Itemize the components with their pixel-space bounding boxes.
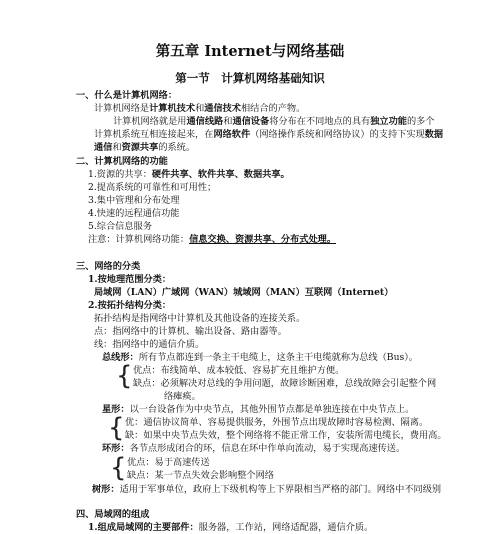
s1-line-4 [94, 142, 195, 154]
chapter-title: 第五章 Internet与网络基础 [155, 43, 345, 60]
text: （网络操作系统和网络协议）的支持下实现 [250, 129, 425, 140]
star-topology [102, 404, 414, 416]
star-label: 星形： [102, 404, 130, 415]
text: 将分布在不同地点的具有 [269, 116, 371, 127]
bus-cons-cont: 络瘫痪。 [164, 391, 201, 402]
section-title: 第一节 计算机网络基础知识 [175, 71, 325, 85]
heading-lan-composition: 四、局域网的组成 [76, 509, 150, 520]
bold-term: 硬件共享、软件共享、数据共享。 [151, 169, 290, 180]
bold-term: 通信线路 [186, 116, 224, 127]
topology-definition: 拓扑结构是指网络中计算机及其他设备的连接关系。 [94, 313, 306, 324]
ring-pros: 优点：易于高速传送 [127, 457, 210, 468]
bold-term: 数据 [424, 129, 444, 140]
heading-what-is-network: 一、什么是计算机网络： [76, 90, 178, 101]
bold-term: 网络软件 [213, 129, 251, 140]
heading-network-classification: 三、网络的分类 [76, 261, 141, 272]
s2-item-4: 4.快速的远程通信功能 [88, 208, 180, 219]
s2-note [88, 234, 336, 246]
text: 相结合的产物。 [241, 103, 306, 114]
bold-term: 资源共享 [121, 142, 159, 153]
ring-cons: 缺点：某一节点失效会影响整个网络 [127, 470, 274, 481]
bus-cons: 缺点：必须解决对总线的争用问题，故障诊断困难，总线故障会引起整个网 [133, 378, 437, 389]
topology-point: 点：指网络中的计算机、输出设备、路由器等。 [94, 326, 287, 337]
heading-network-functions: 二、计算机网络的功能 [76, 156, 168, 167]
s2-item-3: 3.集中管理和分布处理 [88, 195, 180, 206]
text: 的多个 [407, 116, 435, 127]
brace-icon: { [108, 413, 125, 443]
underlined-term: 信息交换、资源共享、分布式处理。 [189, 234, 337, 245]
ring-label: 环形： [102, 443, 130, 454]
subheading-by-geography: 1.按地理范围分类： [88, 274, 172, 285]
lan-components [88, 522, 373, 534]
topology-line: 线：指网络中的通信介质。 [94, 339, 205, 350]
text: 注意：计算机网络功能： [88, 234, 190, 245]
s1-line-3 [94, 129, 443, 141]
s2-item-5: 5.综合信息服务 [88, 221, 152, 232]
text: 计算机网络就是用 [113, 116, 187, 127]
subheading-by-topology: 2.按拓扑结构分类： [88, 300, 172, 311]
bus-description: 所有节点都连到一条主干电缆上，这条主干电缆就称为总线（Bus）。 [138, 352, 418, 363]
s1-line-1 [94, 103, 305, 115]
tree-label: 树形： [92, 484, 120, 495]
text: 计算机系统互相连接起来，在 [94, 129, 214, 140]
bold-term: 通信设备 [232, 116, 270, 127]
text: 1.资源的共享： [88, 169, 152, 180]
bold-term: 1.组成局域网的主要部件： [88, 522, 199, 533]
text: 和 [195, 103, 205, 114]
s2-item-1 [88, 169, 290, 181]
tree-description: 适用于军事单位，政府上下级机构等上下界限相当严格的部门。网络中不同级别 [119, 484, 442, 495]
tree-topology [92, 484, 441, 496]
brace-icon: { [116, 361, 133, 391]
bold-term: 通信技术 [204, 103, 241, 114]
bold-term: 通信 [94, 142, 113, 153]
bus-topology [102, 352, 418, 364]
star-pros: 优：通信协议简单、容易提供服务，外围节点出现故障时容易检测、隔离。 [125, 417, 429, 428]
s1-line-2 [113, 116, 435, 128]
bus-label: 总线形： [102, 352, 139, 363]
text: 的系统。 [158, 142, 196, 153]
text: 服务器，工作站，网络适配器，通信介质。 [198, 522, 374, 533]
text: 计算机网络是 [94, 103, 150, 114]
star-cons: 缺：如果中央节点失效，整个网络将不能正常工作，安装所需电缆长，费用高。 [125, 430, 447, 441]
s2-item-2: 2.提高系统的可靠性和可用性； [88, 182, 217, 193]
star-description: 以一台设备作为中央节点，其他外围节点都是单独连接在中央节点上。 [129, 404, 415, 415]
network-types-list: 局域网（LAN）广域网（WAN）城域网（MAN）互联网（Internet） [94, 287, 394, 298]
brace-icon: { [110, 453, 127, 483]
ring-description: 各节点形成闭合的环，信息在环中作单向流动，易于实现高速传送。 [129, 443, 406, 454]
text: 和 [112, 142, 122, 153]
ring-topology [102, 443, 405, 455]
bold-term: 独立功能 [370, 116, 407, 127]
text: 和 [223, 116, 233, 127]
bus-pros: 优点：布线简单、成本较低、容易扩充且维护方便。 [133, 365, 345, 376]
bold-term: 计算机技术 [149, 103, 196, 114]
